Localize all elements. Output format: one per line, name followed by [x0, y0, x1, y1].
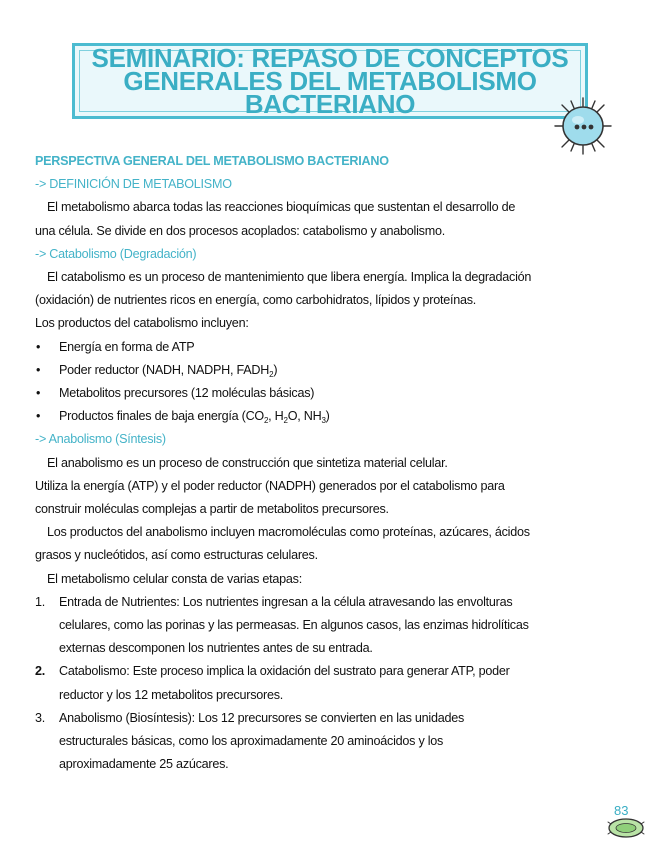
bullet-dot: • [36, 339, 41, 354]
item-continuation: externas descomponen los nutrientes antes de su entrada. [59, 641, 373, 656]
item-continuation: aproximadamente 25 azúcares. [59, 757, 229, 772]
bullet-dot: • [36, 409, 41, 424]
bullet-text: Productos finales de baja energía (CO [59, 409, 264, 424]
bullet-text: ) [325, 409, 330, 424]
numbered-item [35, 591, 621, 614]
item-number: 2. [35, 664, 46, 679]
list-item [35, 359, 621, 382]
numbered-item [35, 660, 621, 683]
document-body [35, 150, 621, 776]
item-text: Entrada de Nutrientes: Los nutrientes ingresan a la célula atravesando las envolturas [59, 594, 513, 609]
page-number: 83 [614, 803, 629, 818]
bullet-text: Metabolitos precursores (12 moléculas básicas) [59, 386, 315, 401]
bullet-text: ) [273, 362, 278, 377]
list-item [35, 382, 621, 405]
list-item [35, 336, 621, 359]
item-continuation: reductor y los 12 metabolitos precursores. [59, 687, 283, 702]
bullet-text: Energía en forma de ATP [59, 339, 195, 354]
catabolismo-line-3: Los productos del catabolismo incluyen: [35, 316, 249, 331]
item-text: Catabolismo: Este proceso implica la oxidación del sustrato para generar ATP, poder [59, 664, 510, 679]
anabolismo-line-5: grasos y nucleótidos, así como estructuras celulares. [35, 548, 318, 563]
title-line-3: BACTERIANO [244, 88, 416, 119]
bacteria-badge-icon [607, 816, 645, 840]
anabolismo-line-3: construir moléculas complejas a partir de metabolitos precursores. [35, 502, 389, 517]
title-box [72, 43, 588, 119]
bullet-dot: • [36, 362, 41, 377]
item-number: 3. [35, 710, 46, 725]
definicion-line-1: El metabolismo abarca todas las reacciones bioquímicas que sustentan el desarrollo de [47, 200, 516, 215]
bacteria-icon [553, 96, 613, 156]
anabolismo-line-4: Los productos del anabolismo incluyen macromoléculas como proteínas, azúcares, ácidos [47, 525, 530, 540]
anabolismo-line-2: Utiliza la energía (ATP) y el poder reductor (NADPH) generados por el catabolismo para [35, 478, 505, 493]
item-number: 1. [35, 594, 46, 609]
title-line-1: SEMINARIO: REPASO DE CONCEPTOS [91, 42, 569, 73]
subscript: 2 [269, 369, 274, 379]
subscript: 2 [263, 416, 269, 426]
list-item [35, 405, 621, 428]
title-line-2: GENERALES DEL METABOLISMO [123, 65, 537, 96]
definicion-line-2: una célula. Se divide en dos procesos acoplados: catabolismo y anabolismo. [35, 223, 445, 238]
catabolismo-heading: -> Catabolismo (Degradación) [35, 246, 197, 261]
bullet-dot: • [36, 386, 41, 401]
bullet-text: O, NH [287, 409, 322, 424]
anabolismo-line-6: El metabolismo celular consta de varias etapas: [47, 571, 302, 586]
anabolismo-line-1: El anabolismo es un proceso de construcción que sintetiza material celular. [47, 455, 448, 470]
item-continuation: celulares, como las porinas y las permeasas. En algunos casos, las enzimas hidrolíticas [59, 618, 529, 633]
catabolismo-line-2: (oxidación) de nutrientes ricos en energía, como carbohidratos, lípidos y proteínas. [35, 293, 477, 308]
subscript: 3 [321, 416, 326, 426]
item-continuation: estructurales básicas, como los aproximadamente 20 aminoácidos y los [59, 734, 444, 749]
subscript: 2 [283, 416, 288, 426]
numbered-item [35, 707, 621, 730]
item-text: Anabolismo (Biosíntesis): Los 12 precursores se convierten en las unidades [59, 710, 465, 725]
section-heading: PERSPECTIVA GENERAL DEL METABOLISMO BACTERIANO [35, 154, 389, 168]
bullet-text: , H [268, 409, 284, 424]
catabolismo-line-1: El catabolismo es un proceso de mantenimiento que libera energía. Implica la degradación [47, 270, 532, 285]
definicion-heading: -> DEFINICIÓN DE METABOLISMO [35, 177, 232, 192]
bullet-text: Poder reductor (NADH, NADPH, FADH [59, 362, 270, 377]
anabolismo-heading: -> Anabolismo (Síntesis) [35, 432, 166, 447]
